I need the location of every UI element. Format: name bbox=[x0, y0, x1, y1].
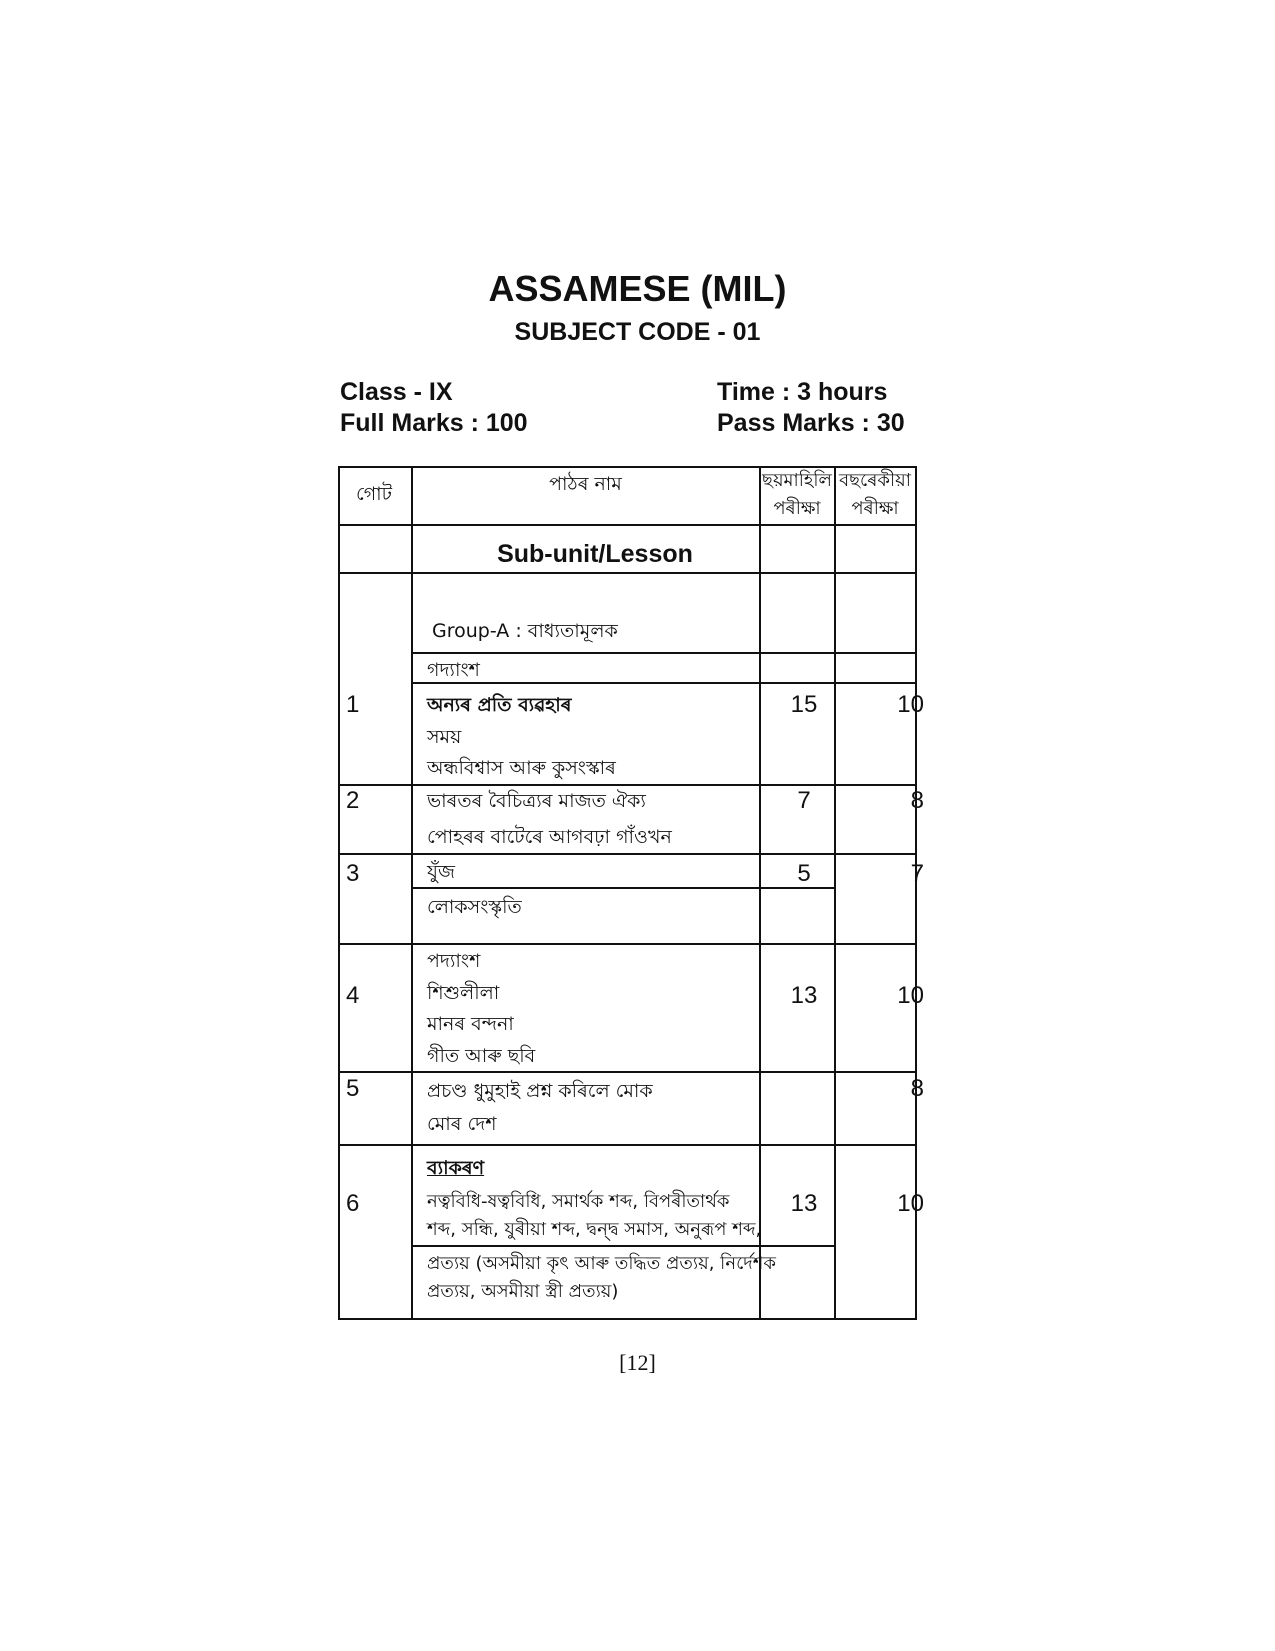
table-border bbox=[338, 466, 917, 468]
lesson-title: অন্ধবিশ্বাস আৰু কুসংস্কাৰ bbox=[427, 757, 616, 779]
annual-marks: 10 bbox=[897, 1190, 924, 1217]
lesson-title: পদ্যাংশ bbox=[427, 950, 481, 972]
halfyear-marks: 13 bbox=[790, 982, 818, 1009]
table-border bbox=[411, 1245, 836, 1247]
halfyear-marks: 13 bbox=[790, 1190, 818, 1217]
annual-marks: 8 bbox=[910, 787, 924, 814]
lesson-title: যুঁজ bbox=[427, 861, 455, 883]
time-label: Time : 3 hours bbox=[717, 378, 888, 406]
grammar-heading: ব্যাকৰণ bbox=[427, 1157, 485, 1179]
table-border bbox=[834, 466, 836, 1320]
annual-marks: 8 bbox=[910, 1075, 924, 1102]
unit-number: 5 bbox=[346, 1075, 360, 1102]
pass-marks-label: Pass Marks : 30 bbox=[717, 409, 905, 437]
lesson-title: সময় bbox=[427, 726, 462, 748]
table-border bbox=[338, 784, 917, 786]
table-border bbox=[411, 887, 836, 889]
table-border bbox=[338, 1318, 917, 1320]
full-marks-label: Full Marks : 100 bbox=[340, 409, 528, 437]
table-border bbox=[338, 572, 917, 574]
group-a-label: Group-A : বাধ্যতামূলক bbox=[432, 620, 618, 642]
page-number: [12] bbox=[619, 1350, 656, 1375]
lesson-title: মোৰ দেশ bbox=[427, 1113, 497, 1135]
class-label: Class - IX bbox=[340, 378, 453, 406]
table-border bbox=[338, 1144, 917, 1146]
table-border bbox=[338, 1071, 917, 1073]
table-border bbox=[338, 524, 917, 526]
col-header-annual-line1: বছৰেকীয়া bbox=[839, 470, 911, 491]
col-header-halfyear-line2: পৰীক্ষা bbox=[773, 498, 821, 519]
lesson-title: মানৰ বন্দনা bbox=[427, 1013, 514, 1035]
prose-label: গদ্যাংশ bbox=[427, 659, 480, 681]
subject-code: SUBJECT CODE - 01 bbox=[514, 318, 761, 346]
lesson-title: পোহৰৰ বাটেৰে আগবঢ়া গাঁওখন bbox=[427, 826, 672, 848]
table-border bbox=[411, 652, 917, 654]
annual-marks: 10 bbox=[897, 691, 924, 718]
lesson-title: শিশুলীলা bbox=[427, 982, 500, 1004]
col-header-halfyear-line1: ছয়মাহিলি bbox=[762, 470, 832, 491]
table-border bbox=[338, 853, 917, 855]
lesson-title: শব্দ, সন্ধি, যুৰীয়া শব্দ, দ্বন্দ্ব সমাস, অনুৰূপ শব্দ, bbox=[427, 1219, 762, 1240]
col-header-unit: গোট bbox=[356, 483, 393, 505]
lesson-title: ভাৰতৰ বৈচিত্ৰ্যৰ মাজত ঐক্য bbox=[427, 790, 646, 812]
lesson-title: গীত আৰু ছবি bbox=[427, 1045, 536, 1067]
col-header-lesson: পাঠৰ নাম bbox=[549, 473, 622, 495]
halfyear-marks: 15 bbox=[790, 691, 818, 718]
unit-number: 6 bbox=[346, 1190, 360, 1217]
table-border bbox=[411, 466, 413, 1320]
subunit-heading: Sub-unit/Lesson bbox=[497, 540, 693, 568]
lesson-title: প্ৰচণ্ড ধুমুহাই প্ৰশ্ন কৰিলে মোক bbox=[427, 1080, 653, 1102]
unit-number: 3 bbox=[346, 860, 360, 887]
table-border bbox=[759, 466, 761, 1320]
annual-marks: 10 bbox=[897, 982, 924, 1009]
unit-number: 1 bbox=[346, 691, 360, 718]
page-title: ASSAMESE (MIL) bbox=[488, 268, 787, 309]
lesson-title: নত্ববিধি-ষত্ববিধি, সমাৰ্থক শব্দ, বিপৰীতাৰ্থক bbox=[427, 1191, 730, 1212]
table-border bbox=[338, 943, 917, 945]
unit-number: 2 bbox=[346, 787, 360, 814]
unit-number: 4 bbox=[346, 982, 360, 1009]
annual-marks: 7 bbox=[910, 860, 924, 887]
halfyear-marks: 7 bbox=[797, 787, 811, 814]
lesson-title: প্ৰত্যয়, অসমীয়া স্ত্ৰী প্ৰত্যয়) bbox=[427, 1281, 619, 1302]
table-border bbox=[411, 682, 917, 684]
halfyear-marks: 5 bbox=[797, 860, 811, 887]
lesson-title: অন্যৰ প্ৰতি ব্যৱহাৰ bbox=[427, 694, 572, 716]
lesson-title: লোকসংস্কৃতি bbox=[427, 896, 522, 918]
col-header-annual-line2: পৰীক্ষা bbox=[851, 498, 899, 519]
lesson-title: প্ৰত্যয় (অসমীয়া কৃৎ আৰু তদ্ধিত প্ৰত্যয়, নিৰ্দেশক bbox=[427, 1253, 777, 1274]
table-border bbox=[338, 466, 340, 1320]
